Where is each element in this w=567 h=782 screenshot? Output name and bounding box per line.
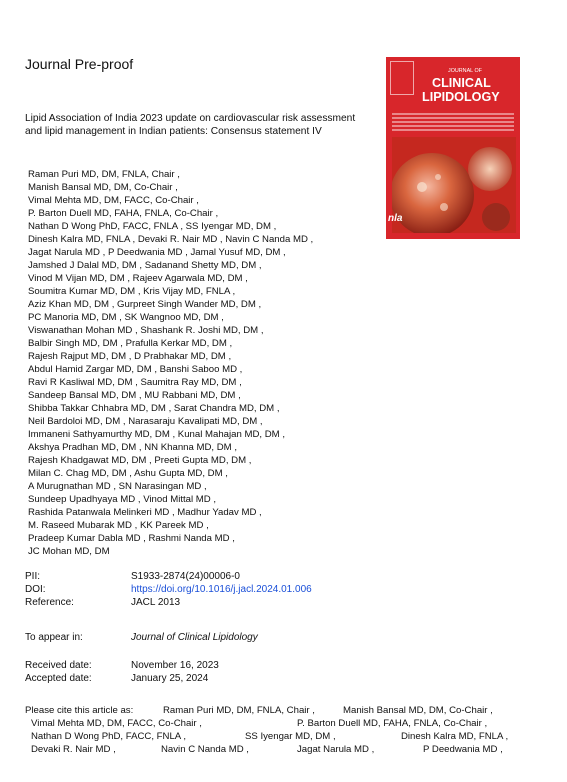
- reference-value: JACL 2013: [131, 597, 181, 608]
- author-line: Jagat Narula MD , P Deedwania MD , Jamal Yusuf MD, DM ,: [28, 247, 286, 258]
- accepted-label: Accepted date:: [25, 673, 92, 684]
- author-line: Vinod M Vijan MD, DM , Rajeev Agarwala MD, DM ,: [28, 273, 248, 284]
- author-line: Rajesh Rajput MD, DM , D Prabhakar MD, DM ,: [28, 351, 232, 362]
- received-value: November 16, 2023: [131, 660, 219, 671]
- author-line: Shibba Takkar Chhabra MD, DM , Sarat Chandra MD, DM ,: [28, 403, 280, 414]
- author-line: Akshya Pradhan MD, DM , NN Khanna MD, DM ,: [28, 442, 237, 453]
- author-line: Sundeep Upadhyaya MD , Vinod Mittal MD ,: [28, 494, 217, 505]
- citation-author: Raman Puri MD, DM, FNLA, Chair ,: [163, 705, 315, 716]
- citation-author: SS Iyengar MD, DM ,: [245, 731, 336, 742]
- elsevier-logo-icon: [390, 61, 414, 95]
- author-line: Rashida Patanwala Melinkeri MD , Madhur Yadav MD ,: [28, 507, 262, 518]
- author-line: Dinesh Kalra MD, FNLA , Devaki R. Nair MD , Navin C Nanda MD ,: [28, 234, 314, 245]
- article-title: Lipid Association of India 2023 update on cardiovascular risk assessment and lipid management in Indian patients: Consensus statement IV: [25, 113, 356, 137]
- citation-author: P. Barton Duell MD, FAHA, FNLA, Co-Chair ,: [297, 718, 488, 729]
- cover-lipidology: LIPIDOLOGY: [422, 90, 500, 104]
- received-label: Received date:: [25, 660, 92, 671]
- author-line: PC Manoria MD, DM , SK Wangnoo MD, DM ,: [28, 312, 224, 323]
- cover-nla-logo: nla: [388, 213, 403, 224]
- author-line: Abdul Hamid Zargar MD, DM , Banshi Saboo MD ,: [28, 364, 243, 375]
- doi-label: DOI:: [25, 584, 46, 595]
- author-line: Immaneni Sathyamurthy MD, DM , Kunal Mahajan MD, DM ,: [28, 429, 285, 440]
- appear-label: To appear in:: [25, 632, 83, 643]
- citation-author: Navin C Nanda MD ,: [161, 744, 249, 755]
- appear-value: Journal of Clinical Lipidology: [131, 632, 258, 643]
- citation-author: Dinesh Kalra MD, FNLA ,: [401, 731, 509, 742]
- citation-author: Nathan D Wong PhD, FACC, FNLA ,: [31, 731, 186, 742]
- citation-author: Manish Bansal MD, DM, Co-Chair ,: [343, 705, 493, 716]
- author-line: Balbir Singh MD, DM , Prafulla Kerkar MD, DM ,: [28, 338, 233, 349]
- citation-author: Vimal Mehta MD, DM, FACC, Co-Chair ,: [31, 718, 202, 729]
- pii-label: PII:: [25, 571, 41, 582]
- citation-lead: Please cite this article as:: [25, 705, 134, 716]
- citation-author: P Deedwania MD ,: [423, 744, 503, 755]
- author-line: Vimal Mehta MD, DM, FACC, Co-Chair ,: [28, 195, 199, 206]
- journal-preproof-label: Journal Pre-proof: [25, 56, 134, 72]
- cover-journal-of: JOURNAL OF: [448, 68, 482, 74]
- citation-author: Jagat Narula MD ,: [297, 744, 375, 755]
- citation-author: Devaki R. Nair MD ,: [31, 744, 116, 755]
- pii-value: S1933-2874(24)00006-0: [131, 571, 240, 582]
- author-line: Manish Bansal MD, DM, Co-Chair ,: [28, 182, 178, 193]
- author-list: [28, 168, 313, 558]
- author-line: Nathan D Wong PhD, FACC, FNLA , SS Iyengar MD, DM ,: [28, 221, 277, 232]
- author-line: A Murugnathan MD , SN Narasingan MD ,: [28, 481, 207, 492]
- cover-contents-lines: [392, 113, 514, 135]
- author-line: Sandeep Bansal MD, DM , MU Rabbani MD, DM ,: [28, 390, 241, 401]
- author-line: Aziz Khan MD, DM , Gurpreet Singh Wander MD, DM ,: [28, 299, 262, 310]
- author-line: Milan C. Chag MD, DM , Ashu Gupta MD, DM ,: [28, 468, 228, 479]
- cover-cell-artwork: [392, 137, 516, 233]
- author-line: P. Barton Duell MD, FAHA, FNLA, Co-Chair ,: [28, 208, 219, 219]
- accepted-value: January 25, 2024: [131, 673, 209, 684]
- author-line: Raman Puri MD, DM, FNLA, Chair ,: [28, 169, 180, 180]
- reference-label: Reference:: [25, 597, 74, 608]
- author-line: Jamshed J Dalal MD, DM , Sadanand Shetty MD, DM ,: [28, 260, 262, 271]
- doi-link[interactable]: https://doi.org/10.1016/j.jacl.2024.01.006: [131, 584, 312, 595]
- journal-cover-image: [386, 57, 520, 239]
- author-line: Rajesh Khadgawat MD, DM , Preeti Gupta MD, DM ,: [28, 455, 252, 466]
- author-line: Neil Bardoloi MD, DM , Narasaraju Kavalipati MD, DM ,: [28, 416, 263, 427]
- author-line: Ravi R Kasliwal MD, DM , Saumitra Ray MD, DM ,: [28, 377, 242, 388]
- citation-block: [25, 704, 535, 756]
- author-line: M. Raseed Mubarak MD , KK Pareek MD ,: [28, 520, 209, 531]
- author-line: Pradeep Kumar Dabla MD , Rashmi Nanda MD ,: [28, 533, 235, 544]
- author-line: Soumitra Kumar MD, DM , Kris Vijay MD, FNLA ,: [28, 286, 236, 297]
- author-line: Viswanathan Mohan MD , Shashank R. Joshi MD, DM ,: [28, 325, 264, 336]
- author-line: JC Mohan MD, DM: [28, 546, 110, 557]
- cover-clinical: CLINICAL: [432, 76, 491, 90]
